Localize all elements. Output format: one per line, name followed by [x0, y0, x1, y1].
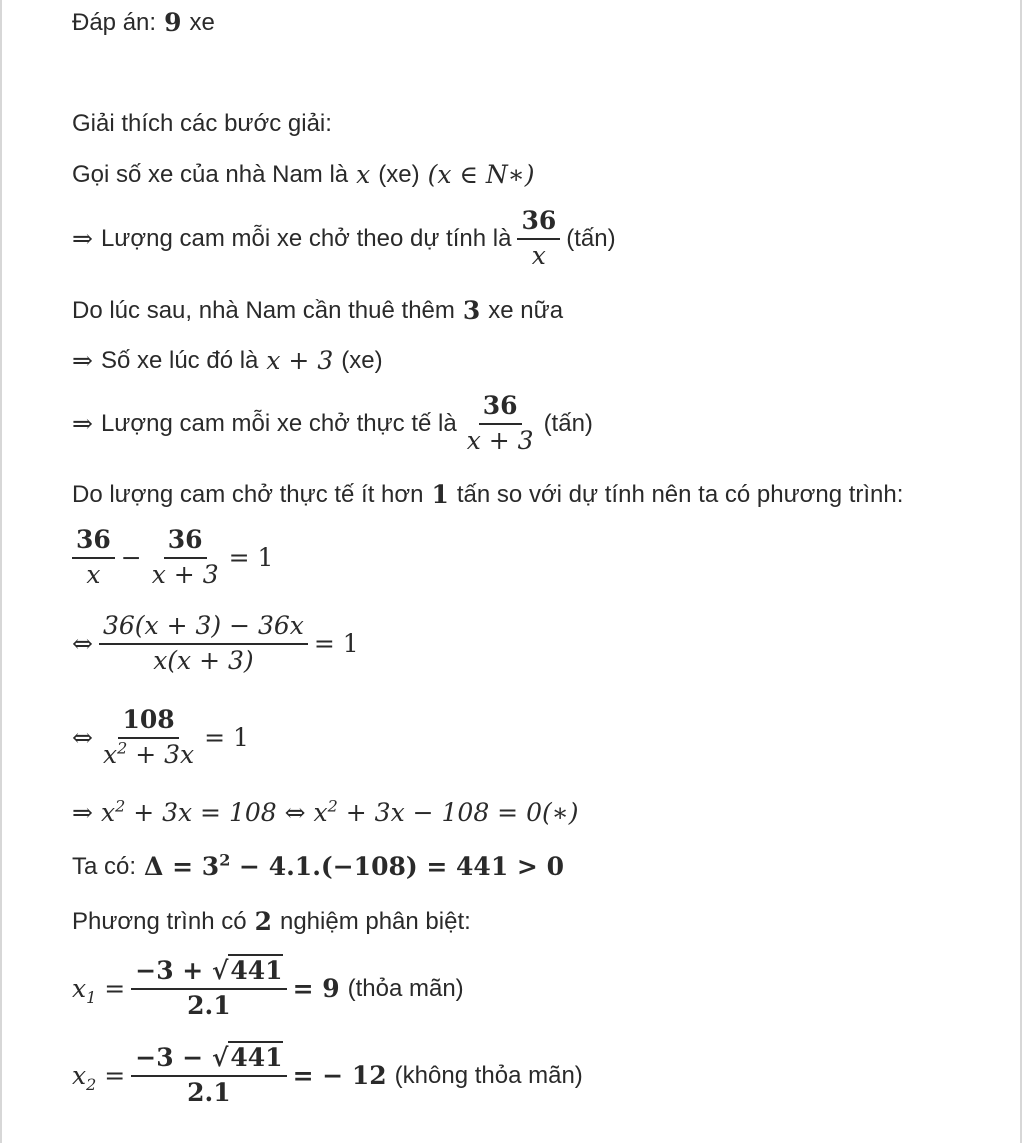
minus-sign: −	[120, 543, 142, 573]
line-actual-load	[72, 390, 593, 458]
subscript: 2	[86, 1075, 97, 1095]
expression	[101, 798, 579, 827]
number: 2	[254, 907, 272, 936]
part: −3 − √	[135, 1043, 229, 1072]
numerator: 108	[118, 704, 178, 739]
variable	[72, 1061, 97, 1095]
equivalent-icon: ⇔	[72, 629, 93, 659]
roots-intro	[72, 907, 471, 936]
rhs: = 9	[292, 974, 340, 1004]
text: Lượng cam mỗi xe chở thực tế là	[100, 409, 457, 437]
fraction	[148, 524, 223, 592]
text: Do lúc sau, nhà Nam cần thuê thêm	[72, 296, 455, 324]
text: Phương trình có	[72, 907, 247, 935]
note: (không thỏa mãn)	[394, 1061, 583, 1089]
rhs: = 1	[204, 723, 249, 753]
exponent: 2	[117, 738, 128, 758]
implies-icon: ⇒	[72, 224, 93, 254]
numerator: 36	[517, 205, 560, 240]
unit: (tấn)	[543, 409, 593, 437]
denominator: x	[86, 559, 101, 589]
var: x	[72, 1061, 87, 1091]
variable: x	[356, 160, 371, 189]
fraction	[517, 205, 560, 273]
equation-1	[72, 524, 273, 592]
base: x	[313, 798, 328, 827]
rhs: = − 12	[292, 1061, 387, 1091]
text-tail: xe nữa	[488, 296, 564, 324]
fraction	[131, 1042, 286, 1110]
rhs: = 1	[313, 629, 359, 659]
condition: (x ∈ N∗)	[427, 160, 535, 189]
root-x1	[72, 955, 464, 1023]
line-equation-intro	[72, 480, 903, 509]
numerator	[131, 955, 286, 990]
root-x2	[72, 1042, 583, 1110]
expression: x + 3	[266, 346, 334, 375]
line-define-variable	[72, 160, 534, 189]
part: + 3x − 108 = 0(∗)	[345, 798, 579, 827]
tail: + 3x	[135, 739, 195, 769]
line-extra-trucks	[72, 296, 563, 325]
answer-line	[72, 8, 215, 37]
denominator: x	[531, 240, 546, 270]
heading-text: Giải thích các bước giải:	[72, 110, 332, 137]
implies-icon: ⇒	[72, 346, 93, 375]
numerator: 36	[164, 524, 207, 559]
fraction	[72, 524, 115, 592]
equals-sign: =	[104, 974, 126, 1004]
denominator: 2.1	[187, 990, 231, 1020]
denominator: x(x + 3)	[153, 645, 254, 675]
note: (thỏa mãn)	[347, 974, 464, 1002]
line-planned-load	[72, 205, 616, 273]
text-tail: tấn so với dự tính nên ta có phương trình:	[456, 480, 904, 508]
unit: (tấn)	[566, 224, 616, 252]
part: −3 + √	[135, 956, 229, 985]
text: Lượng cam mỗi xe chở theo dự tính là	[100, 224, 512, 252]
part: − 4.1.(−108) = 441 > 0	[239, 852, 564, 881]
answer-value: 9	[164, 8, 182, 37]
number: 3	[462, 296, 481, 325]
radicand: 441	[230, 956, 283, 985]
base: x	[102, 739, 118, 769]
equals-sign: =	[104, 1061, 126, 1091]
fraction	[463, 390, 538, 458]
base: x	[100, 798, 116, 827]
subscript: 1	[86, 988, 97, 1008]
label: Ta có:	[72, 852, 137, 880]
denominator	[99, 739, 198, 772]
denominator: 2.1	[187, 1077, 231, 1107]
heading	[72, 110, 332, 138]
equivalent-icon: ⇔	[72, 723, 93, 753]
unit: (xe)	[378, 160, 420, 188]
text: Gọi số xe của nhà Nam là	[72, 160, 349, 188]
var: x	[72, 974, 87, 1004]
answer-unit: xe	[189, 8, 215, 36]
numerator: 36(x + 3) − 36x	[99, 610, 308, 645]
text: Số xe lúc đó là	[100, 346, 259, 374]
unit: (xe)	[341, 346, 383, 374]
line-total-trucks	[72, 346, 383, 375]
exponent: 2	[115, 796, 126, 816]
denominator: x + 3	[151, 559, 219, 589]
equation-4	[72, 798, 578, 827]
text: Do lượng cam chở thực tế ít hơn	[72, 480, 424, 508]
delta-line	[72, 852, 564, 881]
fraction	[99, 704, 198, 772]
equation-2	[72, 610, 359, 678]
part: + 3x = 108 ⇔	[133, 798, 306, 827]
part: Δ = 3	[144, 852, 220, 881]
equation-3	[72, 704, 249, 772]
numerator: 36	[72, 524, 115, 559]
rhs: = 1	[228, 543, 274, 573]
implies-icon: ⇒	[72, 798, 93, 827]
numerator: 36	[479, 390, 522, 425]
exponent: 2	[219, 850, 231, 870]
fraction	[99, 610, 308, 678]
denominator: x + 3	[466, 425, 534, 455]
fraction	[131, 955, 286, 1023]
implies-icon: ⇒	[72, 409, 93, 439]
text-tail: nghiệm phân biệt:	[279, 907, 471, 935]
exponent: 2	[327, 796, 338, 816]
radicand: 441	[230, 1043, 283, 1072]
variable	[72, 974, 97, 1008]
delta-expression	[144, 852, 564, 881]
numerator	[131, 1042, 286, 1077]
answer-label: Đáp án:	[72, 8, 157, 36]
number: 1	[431, 480, 449, 509]
